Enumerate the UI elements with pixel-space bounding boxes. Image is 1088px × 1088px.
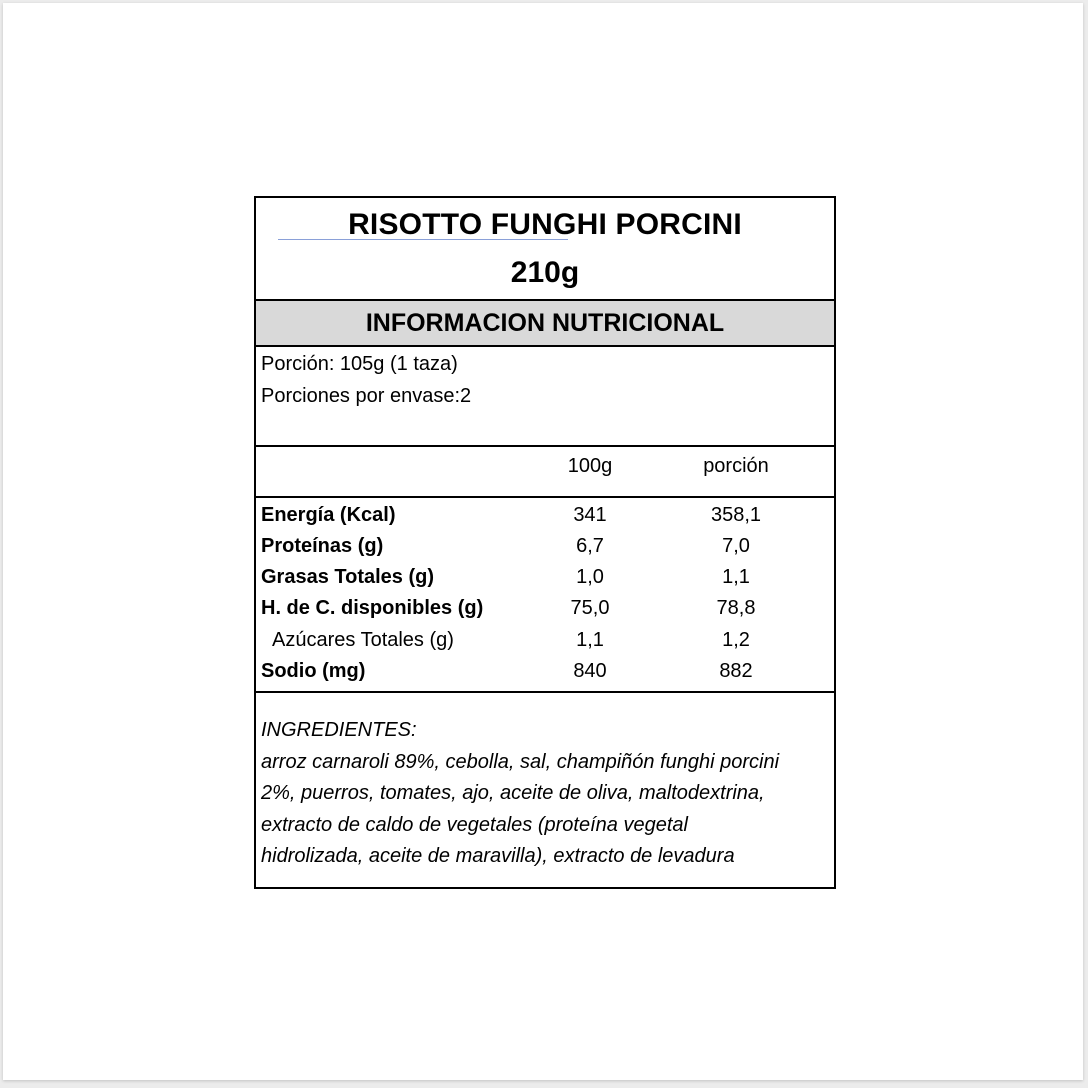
ingredients-line: extracto de caldo de vegetales (proteína vegetal (261, 813, 688, 836)
nutrient-value-portion: 78,8 (716, 597, 756, 619)
nutrient-row-energy (256, 504, 834, 535)
bottom-rule (256, 887, 834, 889)
nutrient-name: Grasas Totales (g) (261, 566, 435, 588)
nutrient-name: Energía (Kcal) (261, 504, 396, 526)
section-title: INFORMACION NUTRICIONAL (256, 301, 834, 347)
image-frame (3, 3, 1083, 1080)
column-headers (256, 447, 834, 498)
serving-info (256, 347, 834, 447)
nutrient-row-sodium (256, 660, 834, 691)
nutrient-row-sugars (256, 629, 834, 660)
ingredients-line: hidrolizada, aceite de maravilla), extracto de levadura (261, 845, 735, 867)
nutrition-label (254, 196, 836, 889)
title-block (256, 198, 834, 301)
nutrient-row-fat (256, 566, 834, 597)
nutrient-name: Azúcares Totales (g) (272, 629, 454, 651)
ingredients-line: 2%, puerros, tomates, ajo, aceite de oliva, maltodextrina, (261, 782, 765, 804)
nutrient-value-portion: 358,1 (710, 504, 762, 526)
nutrient-name: Proteínas (g) (261, 535, 384, 557)
nutrient-value-100g: 1,0 (576, 566, 604, 588)
nutrient-value-100g: 6,7 (576, 535, 604, 557)
product-name: RISOTTO FUNGHI PORCINI (348, 208, 742, 241)
nutrient-row-protein (256, 535, 834, 566)
nutrient-value-portion: 882 (719, 660, 753, 682)
ingredients-title: INGREDIENTES: (261, 719, 417, 741)
net-weight: 210g (510, 256, 580, 289)
column-header-portion: porción (703, 455, 769, 477)
nutrient-value-100g: 341 (573, 504, 607, 526)
nutrient-value-100g: 75,0 (570, 597, 610, 619)
nutrient-value-100g: 1,1 (576, 629, 604, 651)
column-header-100g: 100g (567, 455, 613, 477)
nutrient-value-portion: 7,0 (722, 535, 750, 557)
nutrient-value-100g: 840 (573, 660, 607, 682)
ingredients-block (261, 715, 830, 873)
nutrient-value-portion: 1,2 (722, 629, 750, 651)
nutrient-table (256, 498, 834, 693)
nutrient-row-carbs (256, 597, 834, 628)
ingredients-line: arroz carnaroli 89%, cebolla, sal, champiñón funghi porcini (261, 750, 780, 773)
nutrient-value-portion: 1,1 (722, 566, 750, 588)
nutrient-name: Sodio (mg) (261, 660, 366, 682)
nutrient-name: H. de C. disponibles (g) (261, 597, 484, 619)
serving-size: Porción: 105g (1 taza) (261, 353, 458, 375)
servings-per-container: Porciones por envase:2 (261, 385, 472, 407)
